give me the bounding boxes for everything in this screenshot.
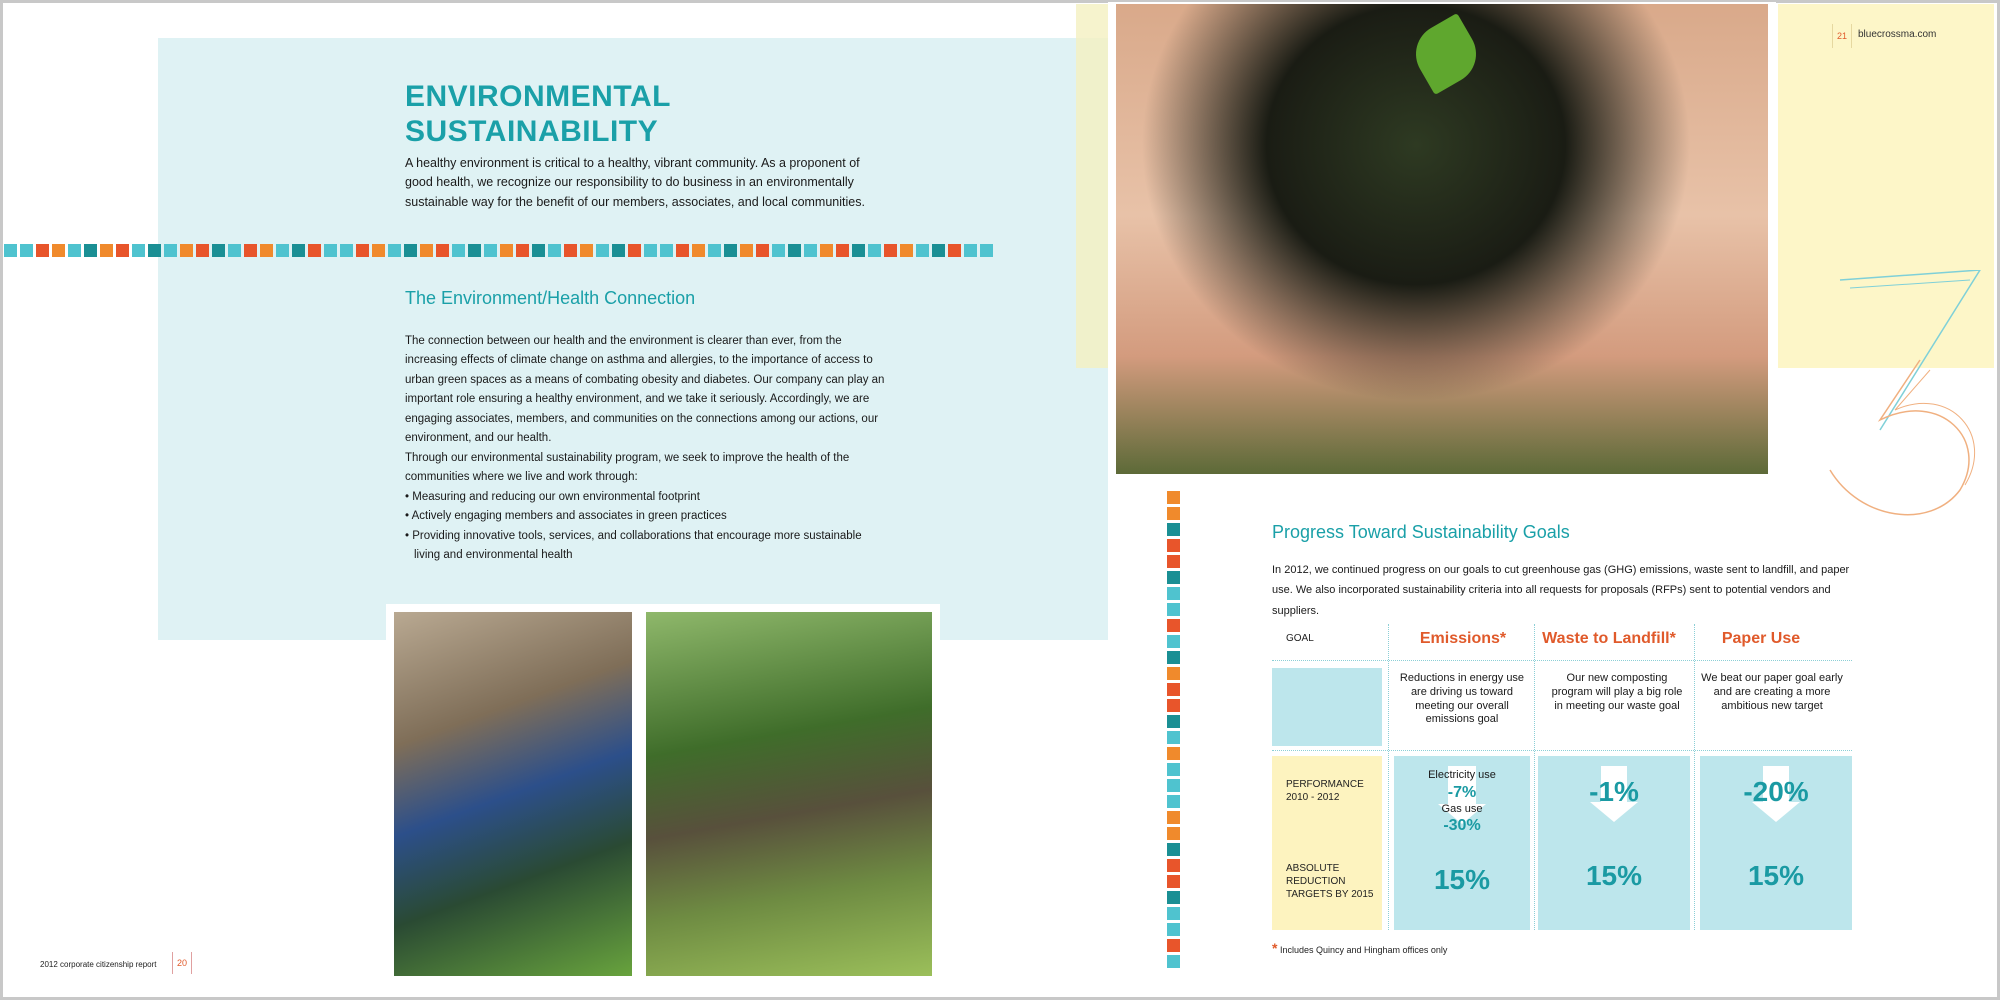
goals-table <box>1272 624 1852 930</box>
mosaic-tile <box>292 244 305 257</box>
list-item: • Actively engaging members and associates in green practices <box>405 507 885 526</box>
column-header-paper: Paper Use <box>1721 630 1801 647</box>
grid-line <box>1694 624 1695 930</box>
page-number-left: 20 <box>172 952 192 974</box>
title-line-2: SUSTAINABILITY <box>405 114 659 148</box>
list-item: • Measuring and reducing our own environmental footprint <box>405 488 885 507</box>
mosaic-tile <box>244 244 257 257</box>
mosaic-tile <box>1167 619 1180 632</box>
mosaic-tile <box>980 244 993 257</box>
mosaic-tile <box>212 244 225 257</box>
mosaic-tile <box>436 244 449 257</box>
performance-paper: -20% <box>1743 776 1809 807</box>
mosaic-tile <box>676 244 689 257</box>
mosaic-tile <box>1167 779 1180 792</box>
mosaic-tile <box>964 244 977 257</box>
mosaic-tile <box>1167 907 1180 920</box>
mosaic-tile <box>644 244 657 257</box>
target-waste: 15% <box>1585 860 1643 891</box>
mosaic-tile <box>836 244 849 257</box>
mosaic-tile <box>164 244 177 257</box>
body-paragraph-2: Through our environmental sustainability program, we seek to improve the health of the communities where we live and work through: <box>405 452 850 484</box>
progress-title: Progress Toward Sustainability Goals <box>1272 522 1570 542</box>
mosaic-tile <box>468 244 481 257</box>
mosaic-tile <box>404 244 417 257</box>
mosaic-tile <box>1167 587 1180 600</box>
mosaic-tile <box>1167 523 1180 536</box>
mosaic-tile <box>1167 875 1180 888</box>
mosaic-tile <box>1167 731 1180 744</box>
mosaic-tile <box>820 244 833 257</box>
mosaic-tile <box>916 244 929 257</box>
mosaic-tile <box>1167 955 1180 968</box>
grid-line <box>1272 660 1852 661</box>
mosaic-tile <box>532 244 545 257</box>
mosaic-tile <box>68 244 81 257</box>
footer-report-label: 2012 corporate citizenship report <box>40 960 157 969</box>
mosaic-tile <box>724 244 737 257</box>
asterisk-icon: * <box>1272 940 1278 956</box>
mosaic-tile <box>868 244 881 257</box>
mosaic-tile <box>484 244 497 257</box>
mosaic-tile <box>196 244 209 257</box>
mosaic-tile <box>4 244 17 257</box>
mosaic-tile <box>1167 667 1180 680</box>
electricity-label: Electricity use <box>1428 769 1496 781</box>
mosaic-tile <box>84 244 97 257</box>
performance-label: PERFORMANCE 2010 - 2012 <box>1286 779 1364 803</box>
mosaic-tile <box>1167 683 1180 696</box>
mosaic-tile <box>1167 939 1180 952</box>
mosaic-tile <box>900 244 913 257</box>
gas-label: Gas use <box>1441 803 1483 815</box>
mosaic-tile <box>452 244 465 257</box>
mosaic-tile <box>708 244 721 257</box>
mosaic-tile <box>260 244 273 257</box>
grid-line <box>1534 624 1535 930</box>
mosaic-tile <box>116 244 129 257</box>
trail-cleanup-photo <box>646 612 932 976</box>
mosaic-tile <box>1167 603 1180 616</box>
goal-description-emissions: Reductions in energy use are driving us toward meeting our overall emissions goal <box>1399 672 1525 726</box>
mosaic-tile <box>52 244 65 257</box>
mosaic-tile <box>1167 539 1180 552</box>
progress-paragraph: In 2012, we continued progress on our goals to cut greenhouse gas (GHG) emissions, waste sent to landfill, and paper use. We also incorporated sustainability criteria into all requests for proposals (RFPs) sent to potential vendors and suppliers. <box>1272 564 1850 617</box>
performance-waste: -1% <box>1589 776 1639 807</box>
title-line-1: ENVIRONMENTAL <box>405 80 671 113</box>
mosaic-tile <box>1167 843 1180 856</box>
mosaic-tile <box>1167 651 1180 664</box>
gas-value: -30% <box>1443 817 1481 834</box>
mosaic-tile <box>1167 811 1180 824</box>
column-header-emissions: Emissions* <box>1419 630 1507 647</box>
mosaic-tile <box>100 244 113 257</box>
mosaic-tile <box>548 244 561 257</box>
mosaic-tile <box>628 244 641 257</box>
footnote-text: Includes Quincy and Hingham offices only <box>1279 945 1448 955</box>
mosaic-tile <box>340 244 353 257</box>
yellow-accent-strip <box>1076 4 1110 368</box>
footnote <box>1272 940 1447 956</box>
grid-line <box>1388 624 1389 930</box>
mosaic-tile <box>20 244 33 257</box>
mosaic-tile <box>740 244 753 257</box>
mosaic-tile <box>1167 859 1180 872</box>
mosaic-tile <box>596 244 609 257</box>
mosaic-tile <box>1167 891 1180 904</box>
goal-swatch <box>1272 668 1382 746</box>
mosaic-tile <box>36 244 49 257</box>
body-paragraph-1: The connection between our health and the environment is clearer than ever, from the increasing effects of climate change on asthma and allergies, to the importance of access to urban green spaces as a means of combating obesity and diabetes. Our company can play an important role ensuring a healthy environment, and we take it seriously. Accordingly, we are engaging associates, members, and communities on the connections among our actions, our environment, and our health. <box>405 335 885 445</box>
mosaic-tile <box>1167 827 1180 840</box>
mosaic-tile <box>180 244 193 257</box>
volunteers-photo <box>394 612 632 976</box>
mosaic-tile <box>1167 571 1180 584</box>
mosaic-tile <box>132 244 145 257</box>
mosaic-tile <box>372 244 385 257</box>
mosaic-tile <box>308 244 321 257</box>
mosaic-tile <box>852 244 865 257</box>
mosaic-tile <box>1167 747 1180 760</box>
column-header-waste: Waste to Landfill* <box>1542 630 1676 647</box>
page-number-right: 21 <box>1832 24 1852 48</box>
mosaic-tile <box>388 244 401 257</box>
mosaic-tile <box>1167 715 1180 728</box>
section-subheading: The Environment/Health Connection <box>405 288 696 308</box>
mosaic-tile <box>1167 699 1180 712</box>
mosaic-tile <box>500 244 513 257</box>
electricity-value: -7% <box>1447 784 1477 801</box>
mosaic-tile <box>1167 491 1180 504</box>
mosaic-tile <box>580 244 593 257</box>
mosaic-tile <box>1167 795 1180 808</box>
target-paper: 15% <box>1747 860 1805 891</box>
bullet-list <box>405 488 885 566</box>
mosaic-tile <box>516 244 529 257</box>
mosaic-tile <box>884 244 897 257</box>
spine-mosaic <box>1167 475 1180 971</box>
targets-label: ABSOLUTE REDUCTION TARGETS BY 2015 <box>1286 863 1374 900</box>
mosaic-tile <box>324 244 337 257</box>
mosaic-tile <box>1167 507 1180 520</box>
mosaic-tile <box>356 244 369 257</box>
goal-description-waste: Our new composting program will play a big role in meeting our waste goal <box>1551 672 1683 712</box>
target-emissions: 15% <box>1433 864 1491 895</box>
mosaic-tile <box>148 244 161 257</box>
mosaic-tile <box>932 244 945 257</box>
mosaic-tile <box>692 244 705 257</box>
goal-label: GOAL <box>1286 633 1314 644</box>
mosaic-tile <box>804 244 817 257</box>
mosaic-tile <box>772 244 785 257</box>
mosaic-tile <box>612 244 625 257</box>
page-title <box>405 80 671 149</box>
mosaic-tile <box>1167 923 1180 936</box>
mosaic-tile <box>660 244 673 257</box>
intro-paragraph: A healthy environment is critical to a healthy, vibrant community. As a proponent of good health, we recognize our responsibility to do business in an environmentally sustainable way for the benefit of our members, associates, and local communities. <box>405 156 865 209</box>
seedling-leaf <box>1405 13 1487 95</box>
grid-line <box>1272 750 1852 751</box>
mosaic-tile <box>276 244 289 257</box>
list-item: • Providing innovative tools, services, and collaborations that encourage more sustainable living and environmental health <box>405 527 885 566</box>
mosaic-tile <box>1167 555 1180 568</box>
goal-description-paper: We beat our paper goal early and are creating a more ambitious new target <box>1701 672 1843 712</box>
mosaic-tile <box>564 244 577 257</box>
mosaic-tile <box>1167 635 1180 648</box>
mosaic-tile <box>228 244 241 257</box>
website-url: bluecrossma.com <box>1858 29 1937 40</box>
color-mosaic-band <box>4 244 996 257</box>
mosaic-tile <box>788 244 801 257</box>
hands-seedling-photo <box>1116 4 1768 474</box>
mosaic-tile <box>948 244 961 257</box>
mosaic-tile <box>1167 763 1180 776</box>
mosaic-tile <box>420 244 433 257</box>
mosaic-tile <box>756 244 769 257</box>
decorative-numerals-icon <box>1820 270 1990 530</box>
